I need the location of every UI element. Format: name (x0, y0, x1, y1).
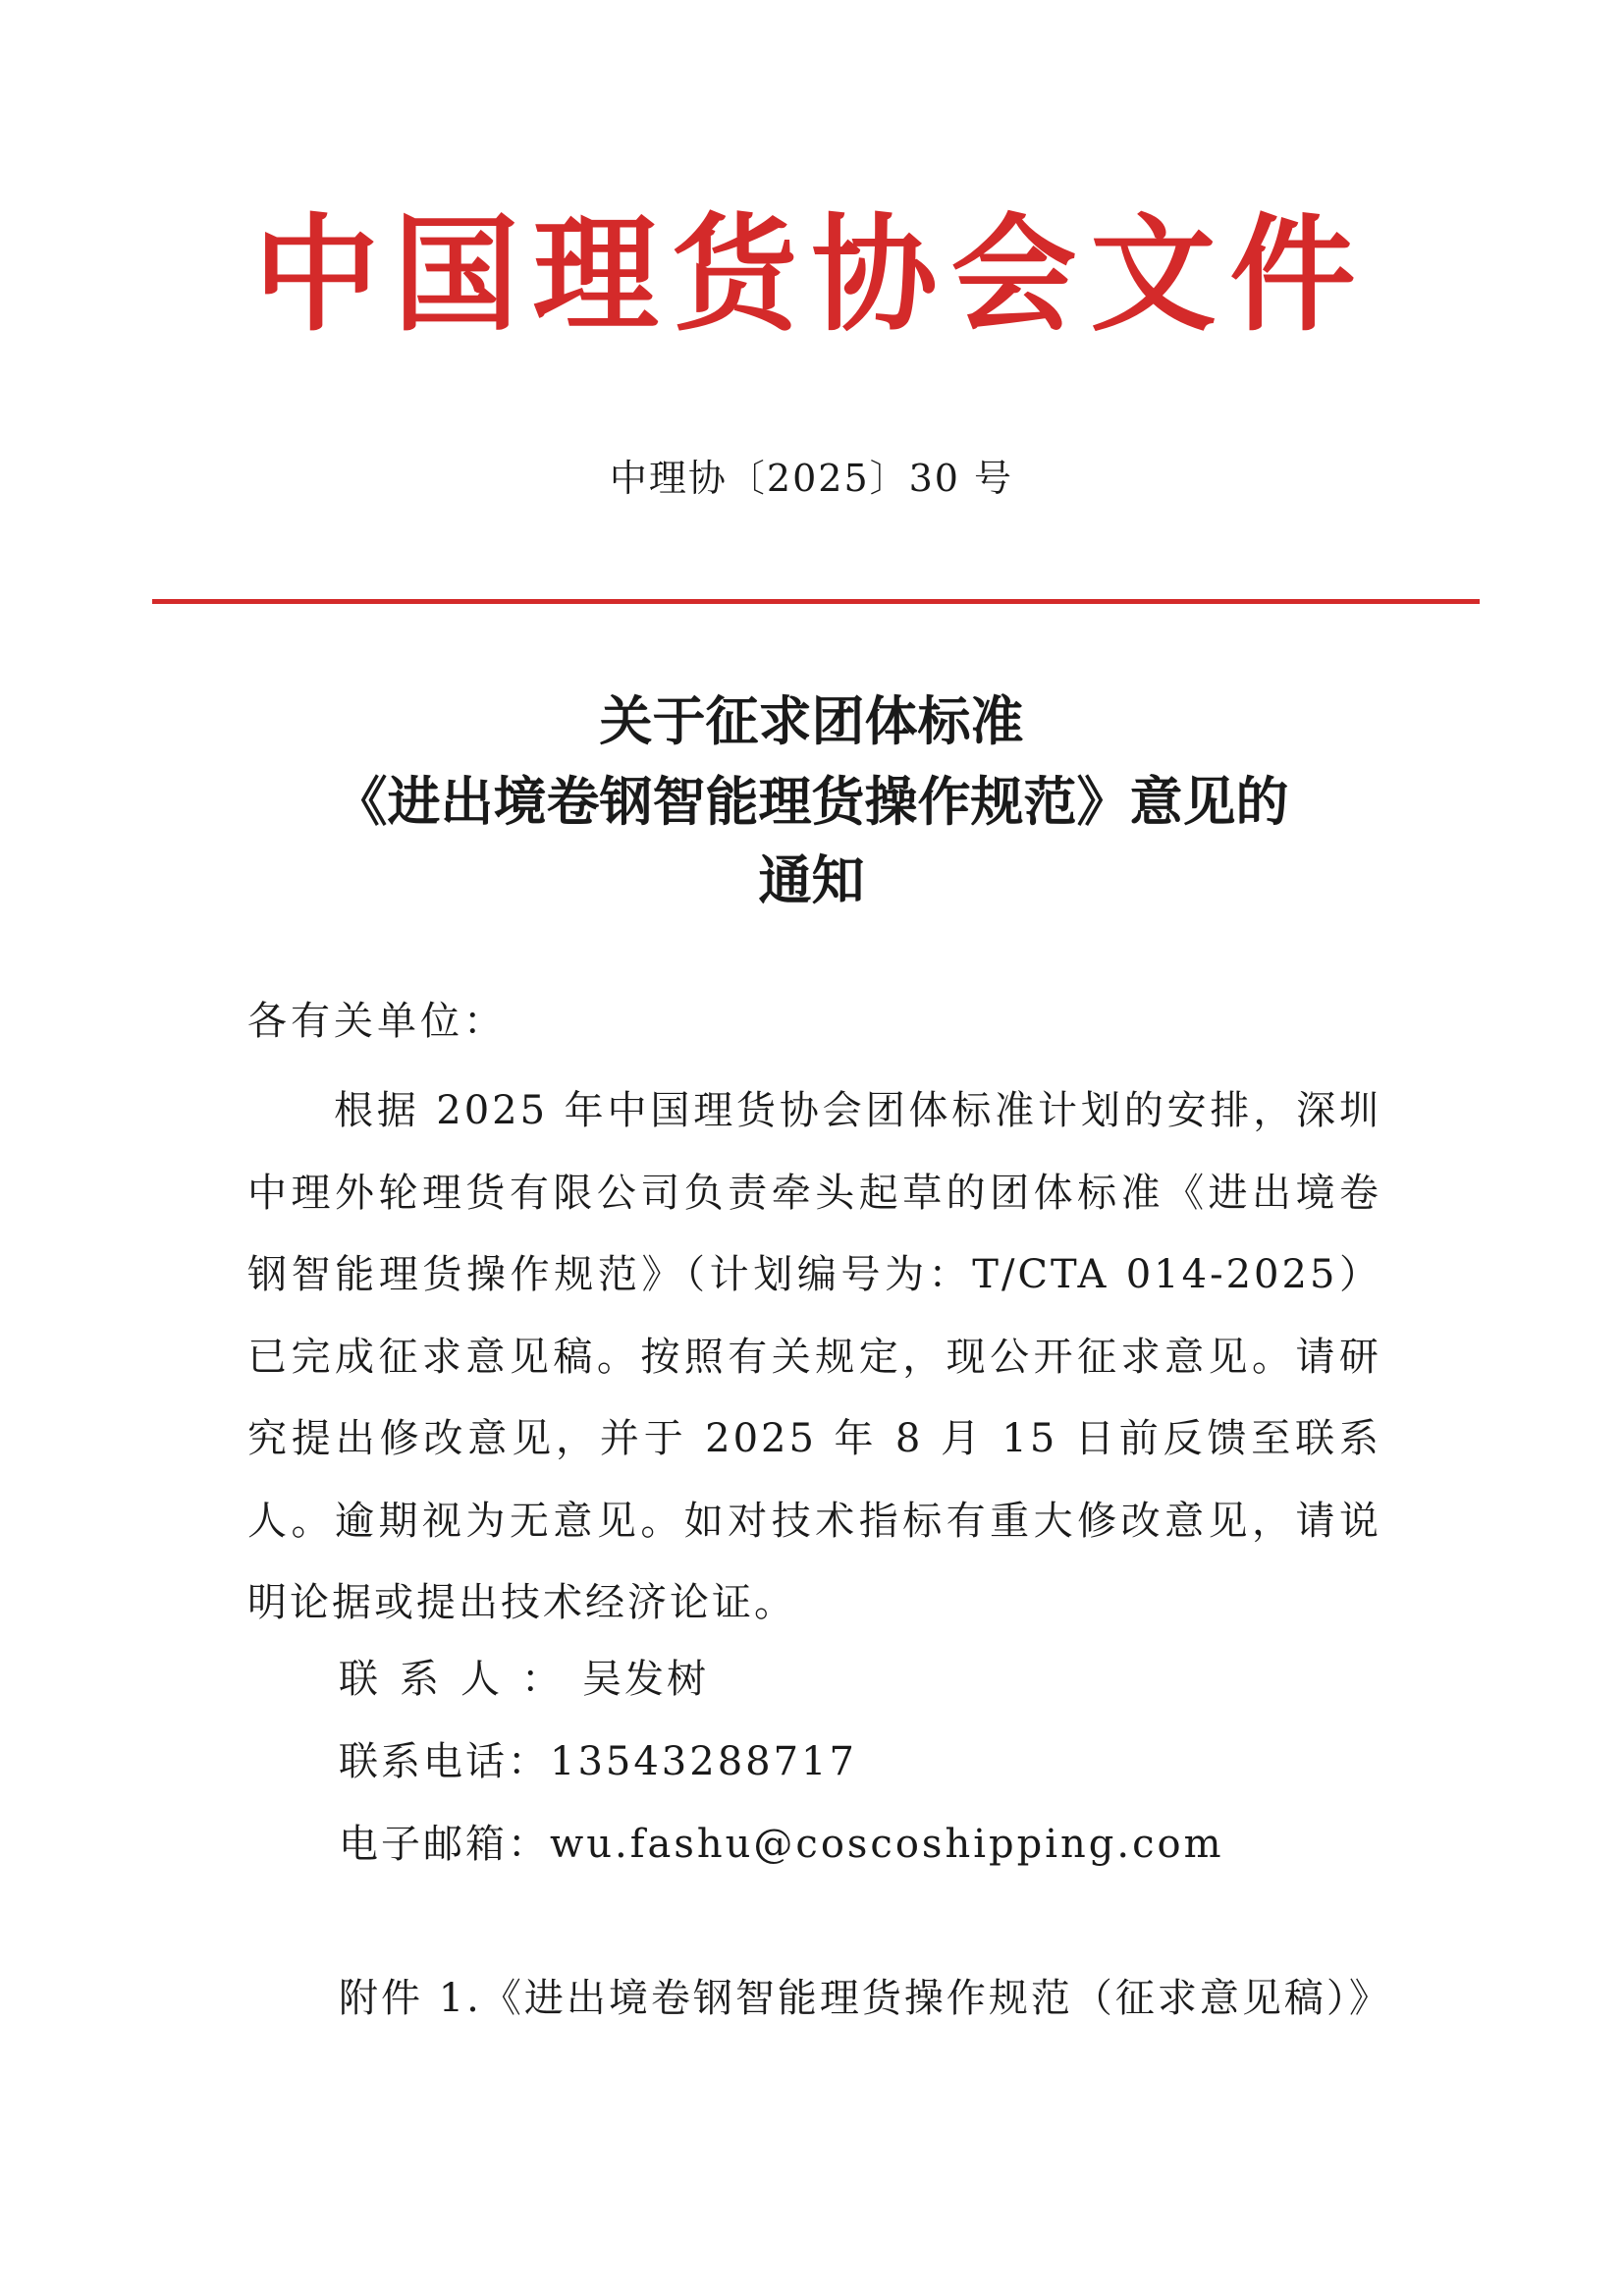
contact-email (339, 1815, 1224, 1874)
body-paragraph: 根据 2025 年中国理货协会团体标准计划的安排，深圳中理外轮理货有限公司负责牵头起草的团体标准《进出境卷钢智能理货操作规范》（计划编号为：T/CTA 014-2025）已完成征求意见稿。按照有关规定，现公开征求意见。请研究提出修改意见，并于 2025 年 8 月 15 日前反馈至联系人。逾期视为无意见。如对技术指标有重大修改意见，请说明论据或提出技术经济论证。 (247, 1088, 1381, 1625)
masthead-title: 中国理货协会文件 (253, 201, 1370, 349)
red-divider-line (152, 599, 1480, 604)
notice-title-line-2: 《进出境卷钢智能理货操作规范》意见的 (334, 771, 1289, 833)
contact-email-label: 电子邮箱： (339, 1822, 550, 1867)
contact-phone-value: 13543288717 (550, 1739, 857, 1784)
notice-title-line-1: 关于征求团体标准 (599, 690, 1024, 752)
contact-person-value: 吴发树 (582, 1657, 709, 1702)
contact-person (339, 1650, 709, 1709)
document-number: 中理协〔2025〕30 号 (609, 457, 1014, 500)
contact-phone-label: 联系电话： (339, 1739, 550, 1784)
contact-person-label: 联系人： (339, 1657, 582, 1702)
notice-title-line-3: 通知 (758, 849, 865, 911)
contact-email-value: wu.fashu@coscoshipping.com (550, 1822, 1224, 1867)
attachment-line: 附件 1.《进出境卷钢智能理货操作规范（征求意见稿）》 (339, 1976, 1391, 2021)
contact-phone (339, 1732, 857, 1791)
salutation: 各有关单位： (247, 999, 507, 1044)
